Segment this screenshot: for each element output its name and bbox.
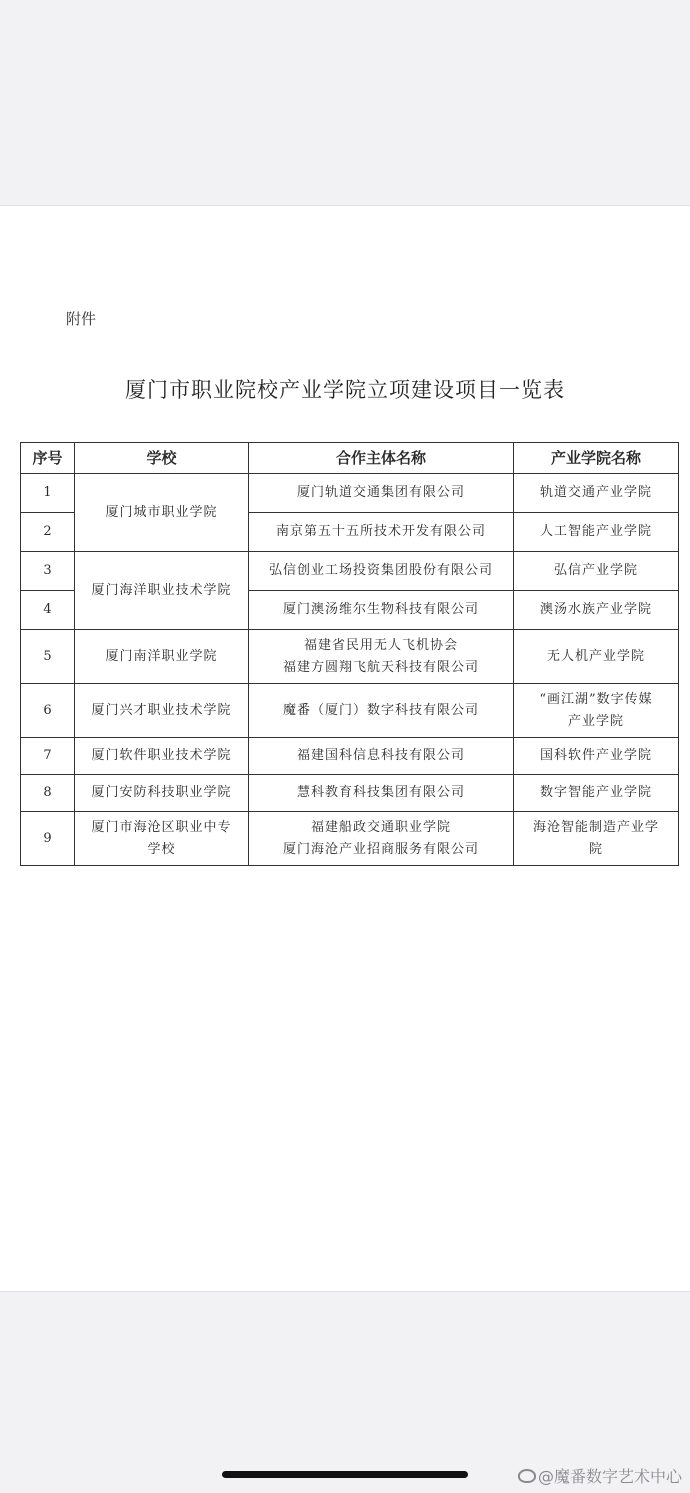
partner-cell [249, 630, 514, 684]
college-line: “画江湖”数字传媒 [539, 691, 653, 707]
partner-line: 福建船政交通职业学院 [310, 819, 451, 835]
row-number: 9 [21, 812, 75, 866]
document-page [0, 205, 690, 1292]
college-cell: 澳汤水族产业学院 [514, 591, 679, 630]
college-cell: 弘信产业学院 [514, 552, 679, 591]
college-line: 海沧智能制造产业学 [532, 819, 659, 835]
college-cell: 人工智能产业学院 [514, 513, 679, 552]
school-cell [75, 812, 249, 866]
weibo-watermark [518, 1464, 682, 1487]
college-cell: 无人机产业学院 [514, 630, 679, 684]
partner-line: 福建省民用无人飞机协会 [303, 637, 458, 653]
partner-cell: 福建国科信息科技有限公司 [249, 738, 514, 775]
table-row [21, 552, 679, 591]
college-cell: 数字智能产业学院 [514, 775, 679, 812]
row-number: 5 [21, 630, 75, 684]
row-number: 1 [21, 474, 75, 513]
watermark-text: @魔番数字艺术中心 [537, 1467, 682, 1486]
partner-cell: 魔番（厦门）数字科技有限公司 [249, 684, 514, 738]
document-title: 厦门市职业院校产业学院立项建设项目一览表 [125, 378, 565, 402]
header-partner: 合作主体名称 [249, 443, 514, 474]
school-line: 学校 [147, 841, 176, 857]
table-header-row [21, 443, 679, 474]
project-table [20, 442, 679, 866]
college-cell: 国科软件产业学院 [514, 738, 679, 775]
row-number: 7 [21, 738, 75, 775]
partner-cell: 慧科教育科技集团有限公司 [249, 775, 514, 812]
table-row [21, 812, 679, 866]
table-row [21, 474, 679, 513]
partner-cell: 南京第五十五所技术开发有限公司 [249, 513, 514, 552]
row-number: 3 [21, 552, 75, 591]
partner-cell [249, 812, 514, 866]
college-cell: 轨道交通产业学院 [514, 474, 679, 513]
college-line: 院 [588, 841, 603, 857]
college-line: 产业学院 [567, 713, 624, 729]
school-line: 厦门市海沧区职业中专 [91, 819, 232, 835]
school-cell: 厦门兴才职业技术学院 [75, 684, 249, 738]
header-college: 产业学院名称 [514, 443, 679, 474]
partner-line: 福建方圆翔飞航天科技有限公司 [282, 659, 479, 675]
school-cell: 厦门南洋职业学院 [75, 630, 249, 684]
partner-line: 厦门海沧产业招商服务有限公司 [282, 841, 479, 857]
row-number: 8 [21, 775, 75, 812]
header-school: 学校 [75, 443, 249, 474]
weibo-icon [518, 1469, 536, 1483]
school-cell: 厦门软件职业技术学院 [75, 738, 249, 775]
header-number: 序号 [21, 443, 75, 474]
attachment-label: 附件 [66, 310, 97, 328]
home-indicator-bar[interactable] [222, 1471, 468, 1478]
partner-cell: 厦门澳汤维尔生物科技有限公司 [249, 591, 514, 630]
college-cell [514, 812, 679, 866]
table-row [21, 684, 679, 738]
college-cell [514, 684, 679, 738]
school-cell: 厦门海洋职业技术学院 [75, 552, 249, 630]
table-row [21, 738, 679, 775]
row-number: 6 [21, 684, 75, 738]
partner-cell: 厦门轨道交通集团有限公司 [249, 474, 514, 513]
table-row [21, 775, 679, 812]
school-cell: 厦门安防科技职业学院 [75, 775, 249, 812]
row-number: 4 [21, 591, 75, 630]
table-row [21, 630, 679, 684]
school-cell: 厦门城市职业学院 [75, 474, 249, 552]
row-number: 2 [21, 513, 75, 552]
partner-cell: 弘信创业工场投资集团股份有限公司 [249, 552, 514, 591]
